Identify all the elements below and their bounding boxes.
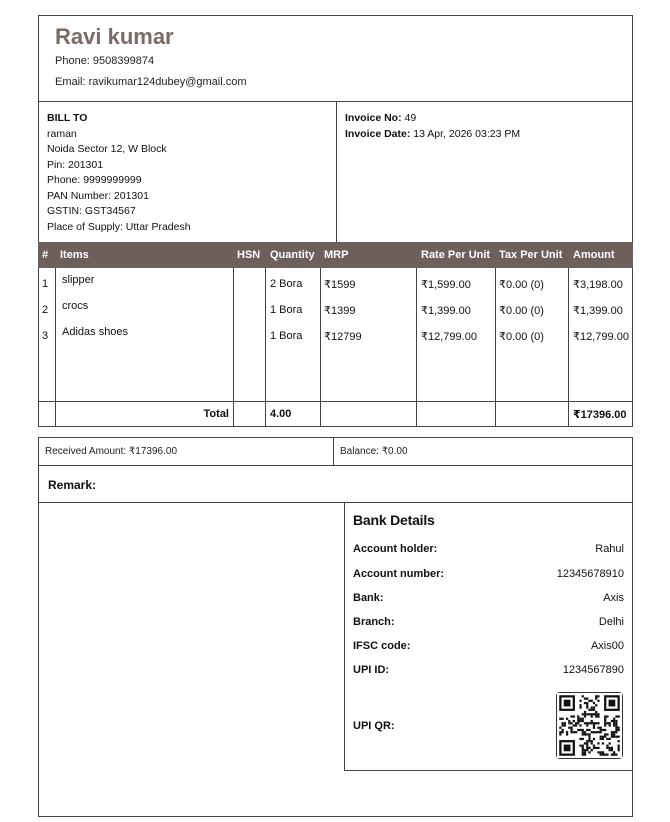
col-header-amount: Amount <box>573 249 615 261</box>
table-cell: 2 Bora <box>270 278 303 290</box>
invoice-no-value: 49 <box>401 112 417 124</box>
payment-bottom <box>38 465 633 466</box>
col-header-quantity: Quantity <box>270 249 315 261</box>
bank-bottom <box>344 770 633 771</box>
total-label: Total <box>203 408 229 420</box>
bank-field-label: UPI ID: <box>353 664 390 676</box>
remark-bottom <box>38 502 633 503</box>
remark-label: Remark: <box>48 478 97 492</box>
company-phone: Phone: 9508399874 <box>55 55 155 67</box>
lower-bottom <box>38 816 633 817</box>
table-bottom <box>38 426 633 427</box>
table-cell: crocs <box>62 300 89 312</box>
frame-left <box>38 15 39 427</box>
col-line <box>265 268 266 426</box>
frame-right <box>632 15 633 427</box>
table-cell: ₹0.00 (0) <box>499 331 544 343</box>
col-line <box>416 268 417 426</box>
payment-divider <box>333 437 334 465</box>
table-cell: ₹1399 <box>324 305 356 317</box>
bank-field-value: 1234567890 <box>562 664 624 676</box>
bank-field-value: Rahul <box>595 543 624 555</box>
table-cell: ₹1,399.00 <box>421 305 471 317</box>
company-name: Ravi kumar <box>55 24 174 49</box>
qr-code-icon <box>557 693 622 758</box>
total-quantity: 4.00 <box>270 408 292 420</box>
bill-to-line: GSTIN: GST34567 <box>47 205 136 217</box>
table-cell: Adidas shoes <box>62 326 129 338</box>
lower-top <box>38 437 633 438</box>
frame-top <box>38 15 633 16</box>
bill-to-line: Place of Supply: Uttar Pradesh <box>47 220 191 233</box>
table-cell: ₹12799 <box>324 331 362 343</box>
table-cell: ₹0.00 (0) <box>499 279 544 291</box>
bill-to-line: raman <box>47 127 77 140</box>
lower-right <box>632 437 633 817</box>
col-line <box>568 268 569 426</box>
bank-field-label: Branch: <box>353 616 395 628</box>
received-amount: Received Amount: ₹17396.00 <box>45 446 178 457</box>
table-cell: slipper <box>62 274 95 286</box>
upi-qr-label: UPI QR: <box>353 720 395 732</box>
company-email: Email: ravikumar124dubey@gmail.com <box>55 76 247 88</box>
col-header-index: # <box>42 249 49 261</box>
bank-field-value: Delhi <box>598 616 624 628</box>
bank-field-value: Axis00 <box>590 640 624 652</box>
bank-field-label: IFSC code: <box>353 640 411 652</box>
bank-details-title: Bank Details <box>353 512 435 528</box>
col-header-rate: Rate Per Unit <box>421 249 491 261</box>
table-cell: ₹1599 <box>324 279 356 291</box>
table-cell: ₹12,799.00 <box>573 331 629 343</box>
col-line <box>233 268 234 426</box>
col-header-items: Items <box>60 249 89 261</box>
bill-to-block <box>47 111 332 235</box>
col-line <box>495 268 496 426</box>
table-cell: ₹12,799.00 <box>421 331 477 343</box>
table-cell: 1 <box>42 278 49 290</box>
table-cell: ₹1,599.00 <box>421 279 471 291</box>
bill-to-line: PAN Number: 201301 <box>47 189 149 202</box>
invoice-no-label: Invoice No: <box>345 112 402 124</box>
invoice-date-label: Invoice Date: <box>345 127 411 140</box>
invoice-meta <box>345 111 630 142</box>
bank-field-label: Account number: <box>353 568 445 580</box>
bank-field-label: Bank: <box>353 592 384 604</box>
bank-field-label: Account holder: <box>353 543 438 555</box>
bank-field-value: 12345678910 <box>556 568 624 580</box>
bill-to-line: Phone: 9999999999 <box>47 174 142 186</box>
upi-qr-code <box>556 692 623 759</box>
table-cell: 1 Bora <box>270 330 303 342</box>
total-amount: ₹17396.00 <box>573 409 627 421</box>
bank-left <box>344 502 345 771</box>
col-header-tax: Tax Per Unit <box>499 249 563 261</box>
bill-to-line: Noida Sector 12, W Block <box>47 143 167 155</box>
col-line <box>55 268 56 426</box>
bank-field-value: Axis <box>603 592 624 604</box>
col-header-hsn: HSN <box>237 249 261 261</box>
total-row-top <box>38 401 633 402</box>
col-line <box>320 268 321 426</box>
billto-divider <box>336 101 337 242</box>
balance-amount: Balance: ₹0.00 <box>340 446 408 457</box>
table-cell: ₹3,198.00 <box>573 279 623 291</box>
col-header-mrp: MRP <box>324 249 349 261</box>
table-cell: 2 <box>42 304 49 316</box>
invoice-date-value: 13 Apr, 2026 03:23 PM <box>410 127 521 140</box>
bill-to-heading: BILL TO <box>47 112 88 124</box>
table-cell: 1 Bora <box>270 304 303 316</box>
bill-to-line: Pin: 201301 <box>47 158 104 171</box>
table-cell: 3 <box>42 330 49 342</box>
lower-left <box>38 437 39 817</box>
table-cell: ₹1,399.00 <box>573 305 623 317</box>
table-cell: ₹0.00 (0) <box>499 305 544 317</box>
